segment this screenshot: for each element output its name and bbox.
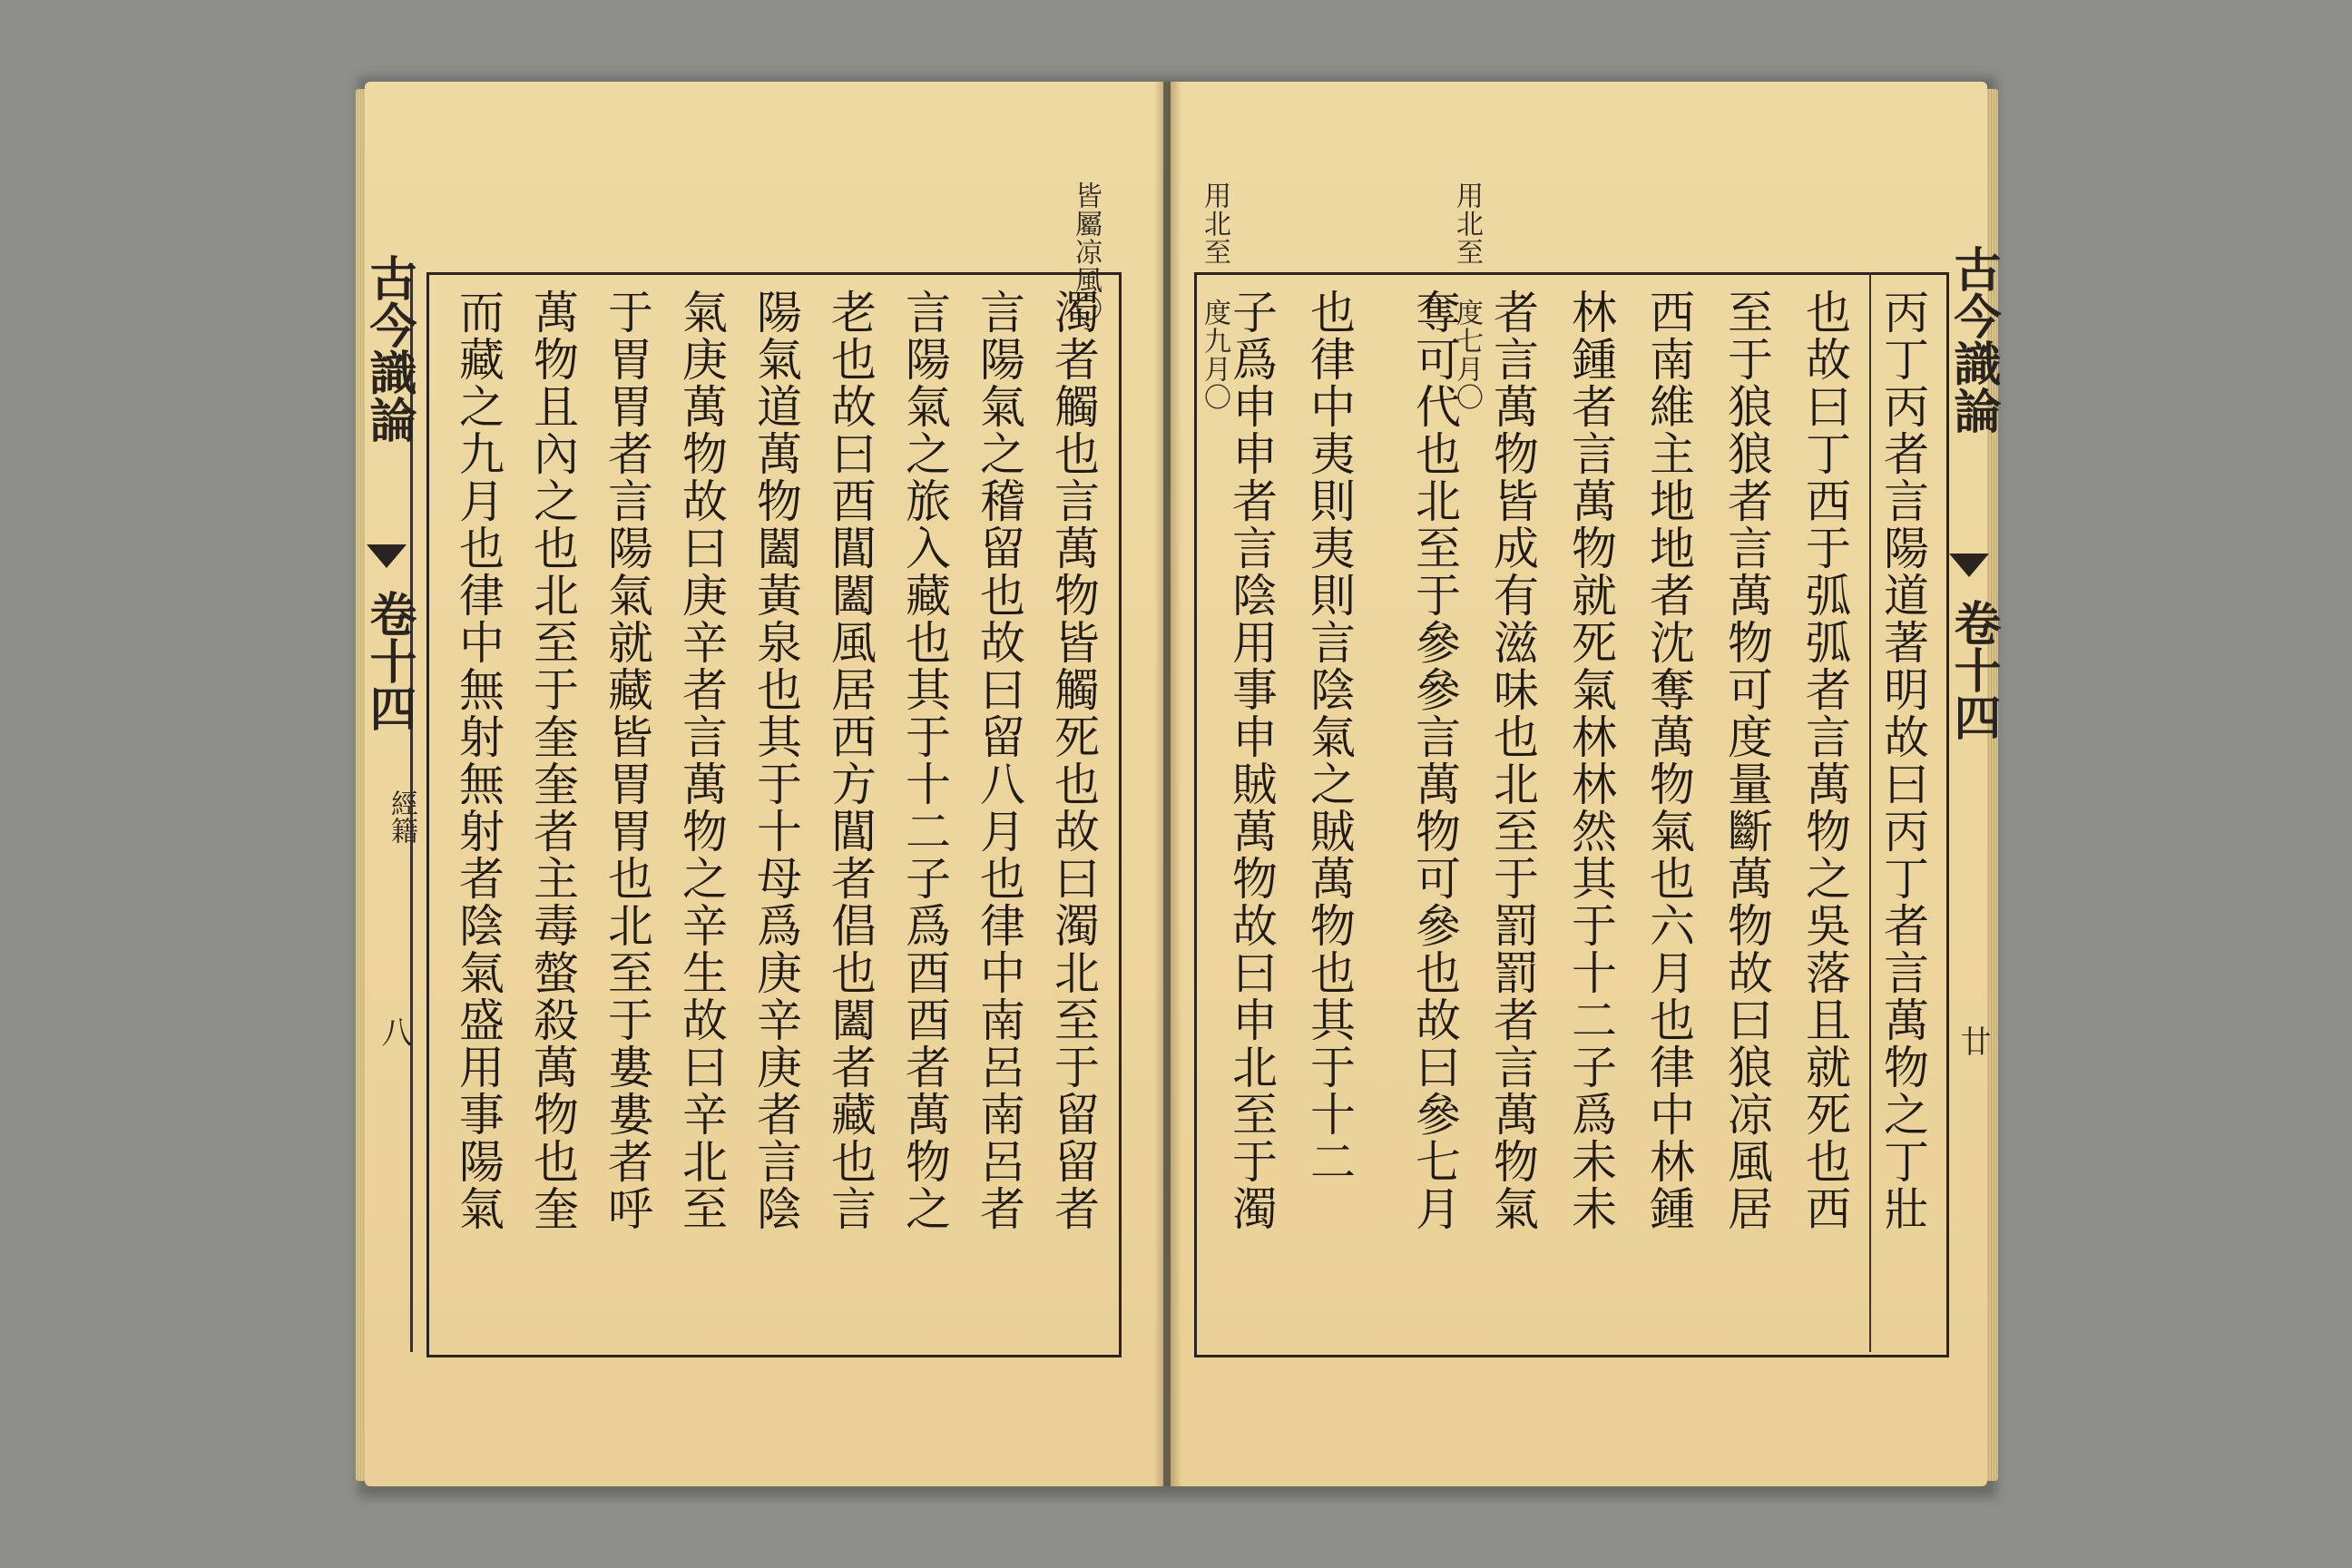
text-column: 西南維主地地者沈奪萬物氣也六月也律中林鍾 xyxy=(1642,289,1695,1232)
text-column: 也律中夷則夷則言陰氣之賊萬物也其于十二 xyxy=(1303,289,1356,1185)
head-note: 皆屬凉風〇 xyxy=(1070,181,1102,322)
text-column: 也故曰丁西于弧弧者言萬物之吳落且就死也西 xyxy=(1798,289,1851,1232)
right-banxin-juan: 卷十四 xyxy=(1945,599,2001,740)
left-page-number: 八 xyxy=(376,1016,412,1047)
text-column: 氣庚萬物故曰庚辛者言萬物之辛生故曰辛北至 xyxy=(675,289,728,1232)
book-gutter xyxy=(1154,82,1181,1486)
text-column: 者言萬物皆成有滋味也北至于罰罰者言萬物氣 xyxy=(1486,289,1539,1232)
text-column: 濁者觸也言萬物皆觸死也故曰濁北至于留留者 xyxy=(1047,289,1100,1232)
text-column: 子爲申申者言陰用事申賊萬物故曰申北至于濁 xyxy=(1225,289,1278,1232)
left-banxin-section: 經籍 xyxy=(386,789,417,844)
text-column: 林鍾者言萬物就死氣林林然其于十二子爲未未 xyxy=(1564,289,1617,1232)
left-banxin-title: 古今識論 xyxy=(361,254,416,443)
column-rule xyxy=(1869,272,1871,1352)
left-banxin-juan: 卷十四 xyxy=(361,590,416,731)
right-page-number: 廿 xyxy=(1955,1025,1991,1056)
fishtail-mark xyxy=(367,544,407,568)
text-column: 陽氣道萬物闔黃泉也其于十母爲庚辛庚者言陰 xyxy=(750,289,802,1232)
text-column: 而藏之九月也律中無射無射者陰氣盛用事陽氣 xyxy=(452,289,505,1232)
text-column: 丙丁丙者言陽道著明故曰丙丁者言萬物之丁壯 xyxy=(1877,289,1929,1232)
right-banxin-title: 古今識論 xyxy=(1945,245,2001,434)
text-column: 于胃胃者言陽氣就藏皆胃胃也北至于婁婁者呼 xyxy=(601,289,653,1232)
text-column: 萬物且內之也北至于奎奎者主毒螫殺萬物也奎 xyxy=(526,289,579,1232)
fishtail-mark xyxy=(1949,554,1989,577)
head-note: 用北至 度九月〇 xyxy=(1199,181,1230,411)
text-column: 至于狼狼者言萬物可度量斷萬物故曰狼凉風居 xyxy=(1720,289,1773,1232)
head-note: 用北至 度七月〇 xyxy=(1451,181,1483,411)
text-column: 言陽氣之旅入藏也其于十二子爲酉酉者萬物之 xyxy=(898,289,951,1232)
text-column: 言陽氣之稽留也故曰留八月也律中南呂南呂者 xyxy=(973,289,1025,1232)
text-column: 奪可代也北至于參參言萬物可參也故曰參七月 xyxy=(1408,289,1461,1232)
text-column: 老也故曰酉閶闔風居西方閶者倡也闔者藏也言 xyxy=(824,289,877,1232)
